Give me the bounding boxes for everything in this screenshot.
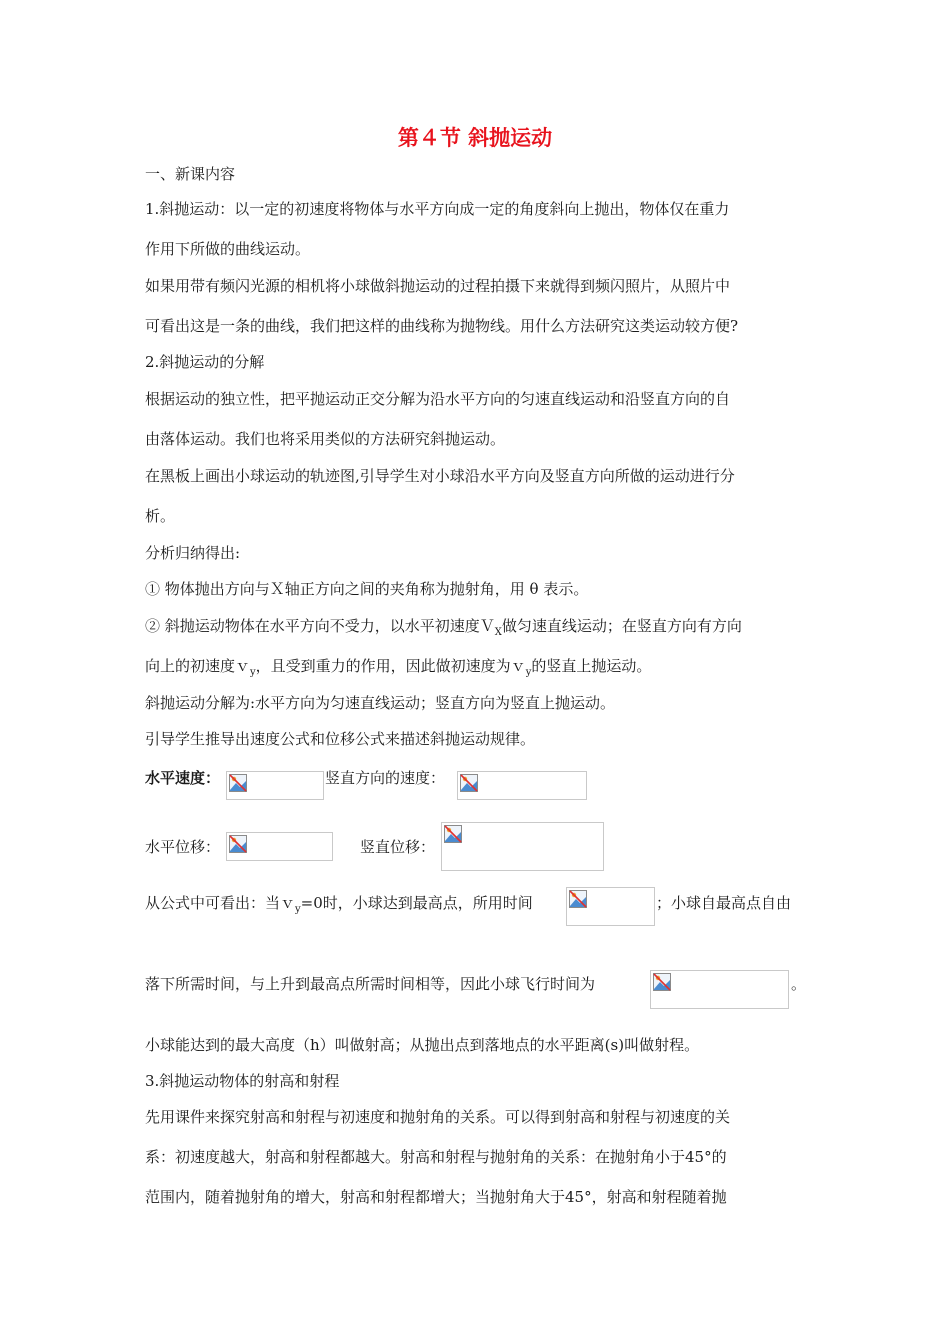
label-horizontal-velocity: 水平速度： — [145, 769, 221, 787]
broken-image-icon — [229, 774, 247, 792]
formula-image-flight-time — [650, 970, 789, 1009]
paragraph-line: 析。 — [145, 507, 176, 525]
label-vertical-velocity: 竖直方向的速度： — [325, 769, 446, 787]
paragraph-line: ② 斜抛运动物体在水平方向不受力，以水平初速度Ｖ$_X$做匀速直线运动；在竖直方向有方向 — [145, 617, 742, 638]
paragraph-line: 引导学生推导出速度公式和位移公式来描述斜抛运动规律。 — [145, 730, 536, 748]
subsection-heading: 3.斜抛运动物体的射高和射程 — [145, 1072, 340, 1090]
paragraph-line: 落下所需时间，与上升到最高点所需时间相等，因此小球飞行时间为 — [145, 975, 596, 993]
page-title: 第４节 斜抛运动 — [397, 126, 553, 150]
period-mark: 。 — [791, 975, 807, 993]
paragraph-line: ① 物体抛出方向与Ｘ轴正方向之间的夹角称为抛射角，用 θ 表示。 — [145, 580, 589, 598]
paragraph-line: 作用下所做的曲线运动。 — [145, 240, 311, 258]
label-horizontal-displacement: 水平位移： — [145, 838, 221, 856]
subsection-heading: 2.斜抛运动的分解 — [145, 353, 265, 371]
paragraph-line: 先用课件来探究射高和射程与初速度和抛射角的关系。可以得到射高和射程与初速度的关 — [145, 1108, 731, 1126]
paragraph-line: 可看出这是一条的曲线，我们把这样的曲线称为抛物线。用什么方法研究这类运动较方便? — [145, 317, 739, 335]
broken-image-icon — [444, 825, 462, 843]
paragraph-line: 1.斜抛运动：以一定的初速度将物体与水平方向成一定的角度斜向上抛出，物体仅在重力 — [145, 200, 730, 218]
paragraph-line: 根据运动的独立性，把平抛运动正交分解为沿水平方向的匀速直线运动和沿竖直方向的自 — [145, 390, 731, 408]
paragraph-line: 斜抛运动分解为:水平方向为匀速直线运动；竖直方向为竖直上抛运动。 — [145, 694, 616, 712]
paragraph-line: 由落体运动。我们也将采用类似的方法研究斜抛运动。 — [145, 430, 506, 448]
section-heading: 一、新课内容 — [145, 165, 236, 183]
paragraph-line: 分析归纳得出: — [145, 544, 241, 562]
paragraph-line: 系：初速度越大，射高和射程都越大。射高和射程与抛射角的关系：在抛射角小于45°的 — [145, 1148, 727, 1166]
formula-image-rise-time — [566, 887, 655, 926]
paragraph-line: 小球能达到的最大高度（h）叫做射高；从抛出点到落地点的水平距离(s)叫做射程。 — [145, 1036, 700, 1054]
paragraph-line: 范围内，随着抛射角的增大，射高和射程都增大；当抛射角大于45°，射高和射程随着抛 — [145, 1188, 727, 1206]
paragraph-line: 在黑板上画出小球运动的轨迹图,引导学生对小球沿水平方向及竖直方向所做的运动进行分 — [145, 467, 735, 485]
broken-image-icon — [653, 973, 671, 991]
formula-image-horizontal-displacement — [226, 832, 333, 861]
paragraph-line: 如果用带有频闪光源的相机将小球做斜抛运动的过程拍摄下来就得到频闪照片，从照片中 — [145, 277, 731, 295]
paragraph-line: 从公式中可看出：当ｖ$_y$=0时，小球达到最高点，所用时间 — [145, 894, 533, 915]
formula-image-vertical-velocity — [457, 771, 587, 800]
broken-image-icon — [460, 774, 478, 792]
broken-image-icon — [229, 835, 247, 853]
paragraph-line-tail: ；小球自最高点自由 — [656, 894, 792, 912]
broken-image-icon — [569, 890, 587, 908]
formula-image-vertical-displacement — [441, 822, 604, 871]
paragraph-line: 向上的初速度ｖ$_y$，且受到重力的作用，因此做初速度为ｖ$_y$的竖直上抛运动。 — [145, 657, 652, 678]
label-vertical-displacement: 竖直位移： — [360, 838, 436, 856]
formula-image-horizontal-velocity — [226, 771, 324, 800]
